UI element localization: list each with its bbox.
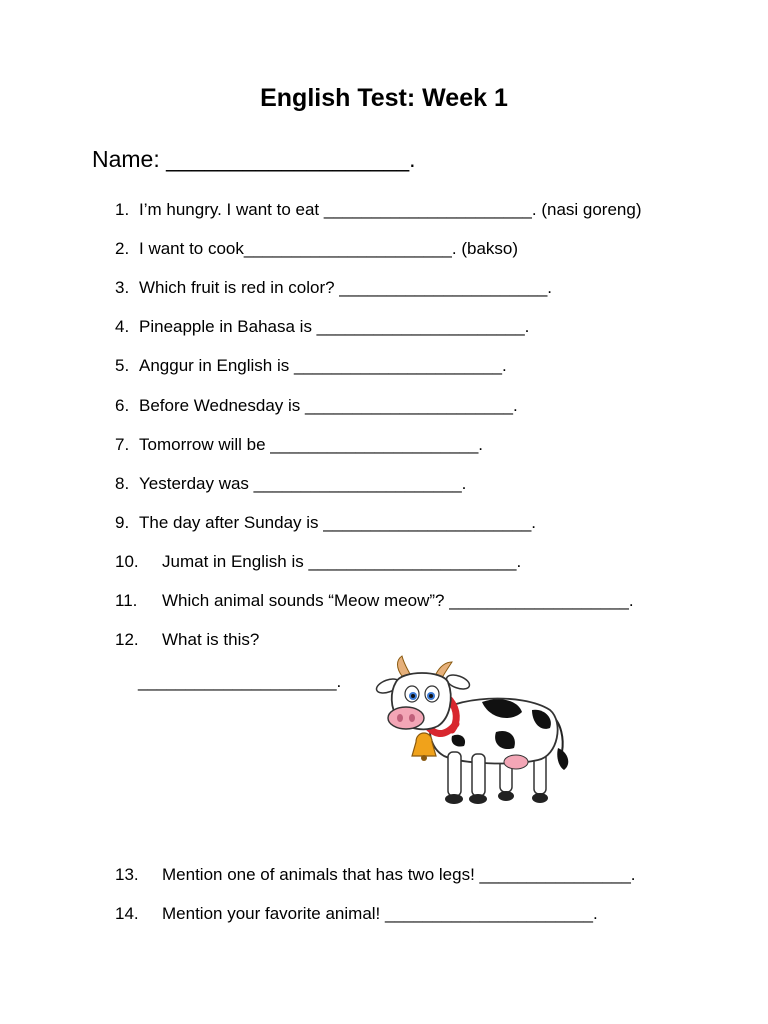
question-text: I want to cook______________________. (bakso) xyxy=(139,239,519,258)
question-number: 9. xyxy=(115,513,130,532)
question-number: 6. xyxy=(115,396,130,415)
question-number: 5. xyxy=(115,356,130,375)
question-text: What is this? xyxy=(162,630,260,649)
question-number: 14. xyxy=(115,904,139,923)
question-text: Before Wednesday is ______________________. xyxy=(139,396,518,415)
question-text: Anggur in English is ______________________. xyxy=(139,356,507,375)
question-text: I’m hungry. I want to eat ______________________. (nasi goreng) xyxy=(139,200,642,219)
question-text: The day after Sunday is ______________________. xyxy=(139,513,536,532)
question-number: 7. xyxy=(115,435,130,454)
question-text: Which fruit is red in color? ______________________. xyxy=(139,278,553,297)
question-number: 3. xyxy=(115,278,130,297)
question-number: 8. xyxy=(115,474,130,493)
question-text: Which animal sounds “Meow meow”? ___________________. xyxy=(162,591,634,610)
question-text: Tomorrow will be ______________________. xyxy=(139,435,484,454)
cow-illustration xyxy=(372,652,576,822)
question-number: 11. xyxy=(115,591,138,610)
question-12-answer-line: _____________________. xyxy=(138,672,342,691)
question-text: Mention one of animals that has two legs! ________________. xyxy=(162,865,636,884)
question-text: Yesterday was ______________________. xyxy=(139,474,467,493)
page-title: English Test: Week 1 xyxy=(260,84,508,112)
question-text: Jumat in English is ______________________. xyxy=(162,552,522,571)
question-number: 4. xyxy=(115,317,130,336)
name-field-line: Name: ___________________. xyxy=(92,146,416,172)
question-text: Pineapple in Bahasa is ______________________. xyxy=(139,317,530,336)
question-number: 2. xyxy=(115,239,130,258)
question-number: 10. xyxy=(115,552,139,571)
question-number: 12. xyxy=(115,630,139,649)
question-number: 1. xyxy=(115,200,130,219)
question-number: 13. xyxy=(115,865,139,884)
question-text: Mention your favorite animal! ______________________. xyxy=(162,904,598,923)
